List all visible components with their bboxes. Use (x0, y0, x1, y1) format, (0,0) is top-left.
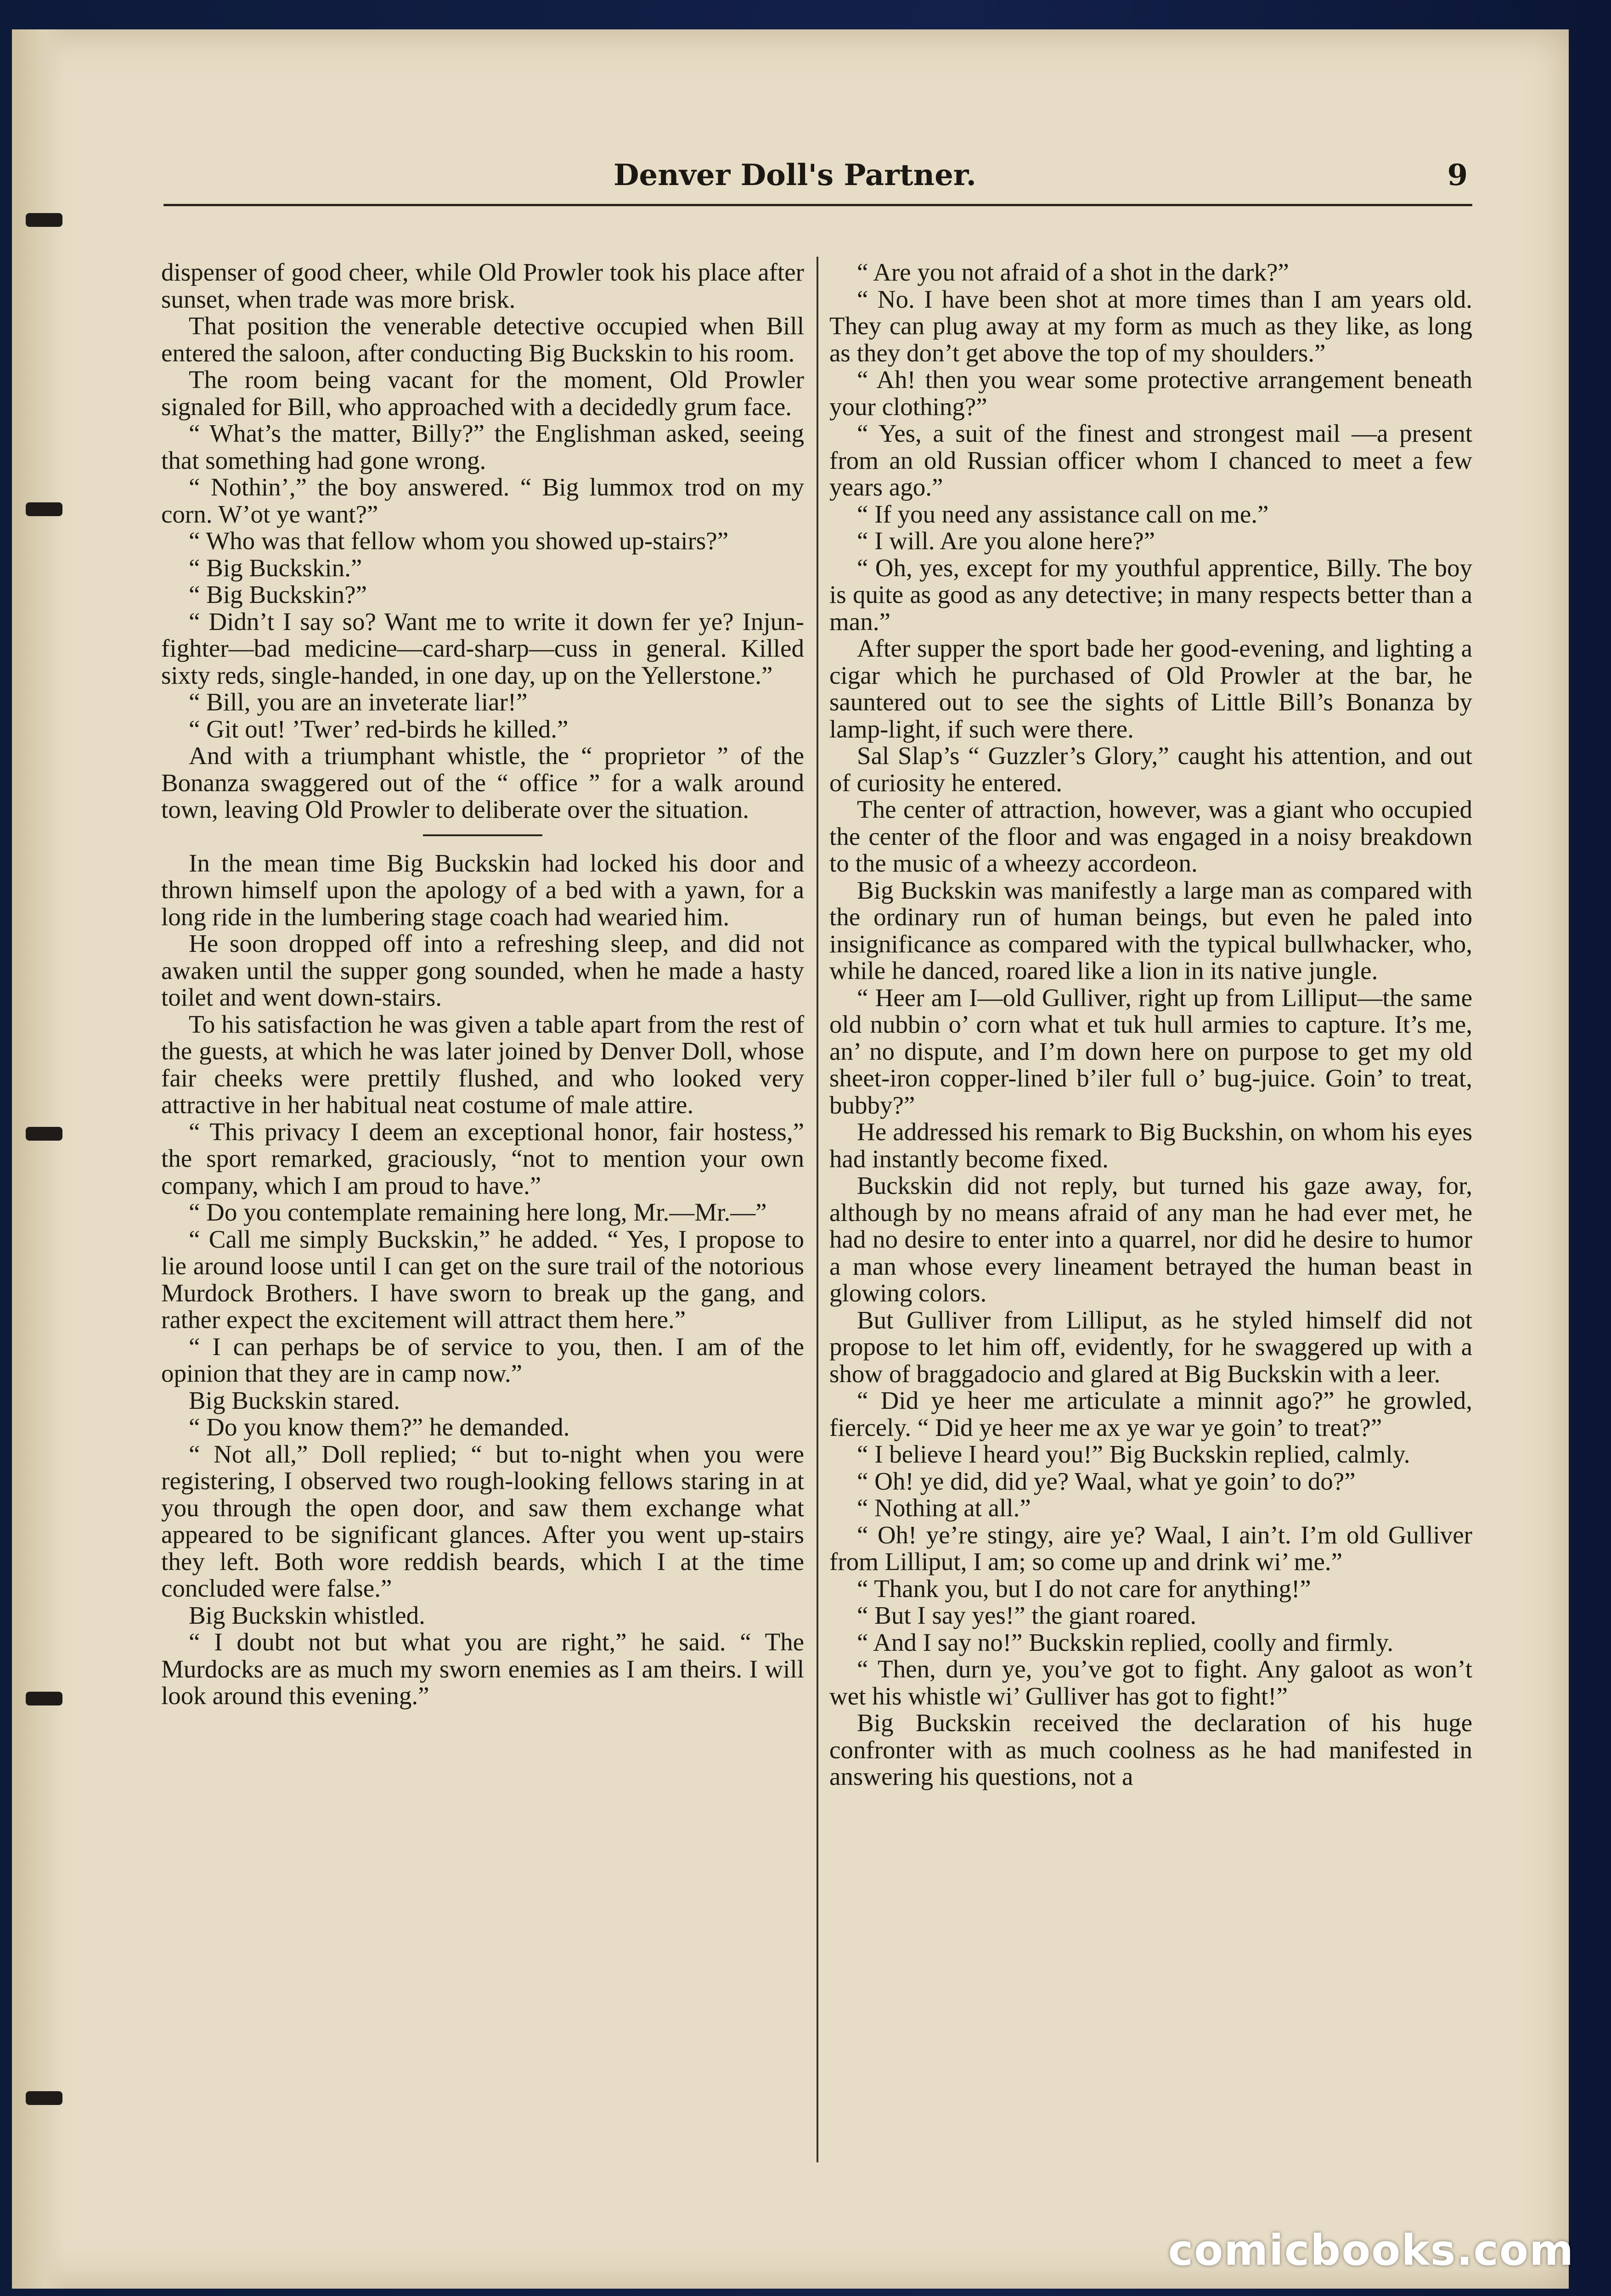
watermark: comicbooks.com (1168, 2226, 1574, 2275)
paragraph: “ What’s the matter, Billy?” the Englishman asked, seeing that something had gone wrong. (161, 419, 804, 474)
paragraph: “ I believe I heard you!” Big Buckskin replied, calmly. (857, 1440, 1410, 1468)
paragraph: “ I will. Are you alone here?” (857, 527, 1155, 555)
paragraph: The room being vacant for the moment, Old Prowler signaled for Bill, who approached with a decidedly grum face. (161, 366, 804, 421)
paragraph: “ Ah! then you wear some protective arrangement beneath your clothing?” (829, 366, 1472, 421)
paragraph: “ Did ye heer me articulate a minnit ago?” he growled, fiercely. “ Did ye heer me ax ye war ye goin’ to treat?” (829, 1386, 1472, 1441)
paragraph: “ Didn’t I say so? Want me to write it down fer ye? Injun-fighter—bad medicine—card-sharp—cuss in general. Killed sixty reds, single-handed, in one day, up on the Yellerstone.” (161, 607, 804, 689)
paragraph: And with a triumphant whistle, the “ proprietor ” of the Bonanza swaggered out of the “ office ” for a walk around town, leaving Old Prowler to deliberate over the situation. (161, 742, 804, 823)
paragraph: “ Yes, a suit of the finest and strongest mail —a present from an old Russian officer whom I chanced to meet a few years ago.” (829, 419, 1472, 501)
paragraph: “ I doubt not but what you are right,” he said. “ The Murdocks are as much my sworn enemies as I am theirs. I will look around this evening.” (161, 1628, 804, 1710)
paragraph: “ Oh! ye’re stingy, aire ye? Waal, I ain’t. I’m old Gulliver from Lilliput, I am; so come up and drink wi’ me.” (829, 1520, 1472, 1576)
paragraph: The center of attraction, however, was a giant who occupied the center of the floor and was engaged in a noisy breakdown to the music of a wheezy accordeon. (829, 795, 1472, 877)
paragraph: “ Oh! ye did, did ye? Waal, what ye goin’ to do?” (857, 1467, 1356, 1495)
paragraph: Sal Slap’s “ Guzzler’s Glory,” caught his attention, and out of curiosity he entered. (829, 742, 1472, 797)
page-spine (12, 29, 67, 2289)
page-header (163, 153, 1472, 206)
paragraph: “ Git out! ’Twer’ red-birds he killed.” (189, 715, 569, 743)
paragraph: In the mean time Big Buckskin had locked his door and thrown himself upon the apology of a bed with a yawn, for a long ride in the lumbering stage coach had wearied him. (161, 849, 804, 931)
paragraph: To his satisfaction he was given a table apart from the rest of the guests, at which he was later joined by Denver Doll, whose fair cheeks were prettily flushed, and who looked very attractive in her habitual neat costume of male attire. (161, 1010, 804, 1119)
paragraph: “ Heer am I—old Gulliver, right up from Lilliput—the same old nubbin o’ corn what et tuk hull armies to capture. It’s me, an’ no dispute, and I’m down here on purpose to get my old sheet-iron copper-lined b’iler full o’ bug-juice. Goin’ to treat, bubby?” (829, 983, 1472, 1119)
paragraph: “ And I say no!” Buckskin replied, coolly and firmly. (857, 1628, 1393, 1656)
paragraph: He addressed his remark to Big Buckshin, on whom his eyes had instantly become fixed. (829, 1118, 1472, 1173)
paragraph: That position the venerable detective occupied when Bill entered the saloon, after conducting Big Buckskin to his room. (161, 312, 804, 367)
staple-mark (26, 2091, 62, 2105)
paragraph: “ But I say yes!” the giant roared. (857, 1601, 1197, 1629)
paragraph: But Gulliver from Lilliput, as he styled himself did not propose to let him off, evidently, for he swaggered up with a show of braggadocio and glared at Big Buckskin with a leer. (829, 1306, 1472, 1388)
text-column-right (829, 259, 1472, 2211)
paragraph: “ Oh, yes, except for my youthful apprentice, Billy. The boy is quite as good as any detective; in many respects better than a man.” (829, 553, 1472, 636)
book-page (12, 29, 1569, 2289)
paragraph: After supper the sport bade her good-evening, and lighting a cigar which he purchased of Old Prowler at the bar, he sauntered out to see the sights of Little Bill’s Bonanza by lamp-light, if such were there. (829, 634, 1472, 743)
paragraph: “ Do you know them?” he demanded. (189, 1413, 570, 1441)
paragraph: “ Call me simply Buckskin,” he added. “ Yes, I propose to lie around loose until I can get on the sure trail of the notorious Murdock Brothers. I have sworn to break up the gang, and rather expect the excitement will attract them here.” (161, 1225, 804, 1334)
paragraph: “ Who was that fellow whom you showed up-stairs?” (189, 527, 729, 555)
paragraph: Big Buckskin was manifestly a large man as compared with the ordinary run of human beings, but even he paled into insignificance as compared with the typical bullwhacker, who, while he danced, roared like a lion in its native jungle. (829, 876, 1472, 985)
paragraph: Big Buckskin received the declaration of his huge confronter with as much coolness as he had manifested in answering his questions, not a (829, 1709, 1472, 1790)
paragraph: “ Nothing at all.” (857, 1494, 1031, 1522)
paragraph: “ If you need any assistance call on me.” (857, 500, 1269, 528)
paragraph: “ Nothin’,” the boy answered. “ Big lummox trod on my corn. W’ot ye want?” (161, 473, 804, 528)
paragraph: Big Buckskin stared. (189, 1386, 400, 1414)
paragraph: “ Then, durn ye, you’ve got to fight. Any galoot as won’t wet his whistle wi’ Gulliver has got to fight!” (829, 1655, 1472, 1710)
staple-mark (26, 502, 62, 516)
paragraph: “ I can perhaps be of service to you, then. I am of the opinion that they are in camp now.” (161, 1332, 804, 1387)
paragraph: “ Big Buckskin?” (189, 580, 367, 608)
page-number: 9 (1447, 158, 1468, 192)
paragraph: “ Not all,” Doll replied; “ but to-night when you were registering, I observed two rough-looking fellows staring in at you through the open door, and saw them exchange what appeared to be significant glances. After you went up-stairs they left. Both wore reddish beards, which I at the time concluded were false.” (161, 1440, 804, 1602)
paragraph: “ No. I have been shot at more times than I am years old. They can plug away at my form as much as they like, as long as they don’t get above the top of my shoulders.” (829, 285, 1472, 367)
paragraph: Big Buckskin whistled. (189, 1601, 425, 1629)
section-rule (423, 834, 542, 836)
text-column-left (161, 259, 804, 2211)
paragraph: “ This privacy I deem an exceptional honor, fair hostess,” the sport remarked, graciously, “not to mention your own company, which I am proud to have.” (161, 1117, 804, 1199)
paragraph: “ Bill, you are an inveterate liar!” (189, 688, 528, 716)
column-divider (817, 257, 818, 2162)
paragraph: “ Thank you, but I do not care for anything!” (857, 1574, 1311, 1603)
paragraph: “ Big Buckskin.” (189, 553, 362, 582)
paragraph: “ Are you not afraid of a shot in the dark?” (857, 259, 1289, 286)
paragraph: He soon dropped off into a refreshing sleep, and did not awaken until the supper gong sounded, when he made a hasty toilet and went down-stairs. (161, 929, 804, 1011)
paragraph: dispenser of good cheer, while Old Prowler took his place after sunset, when trade was more brisk. (161, 259, 804, 313)
running-title: Denver Doll's Partner. (614, 158, 976, 192)
paragraph: “ Do you contemplate remaining here long, Mr.—Mr.—” (189, 1198, 767, 1226)
staple-mark (26, 1692, 62, 1705)
staple-mark (26, 213, 62, 227)
paragraph: Buckskin did not reply, but turned his gaze away, for, although by no means afraid of any man he had ever met, he had no desire to enter into a quarrel, nor did he desire to humor a man whose every lineament betrayed the human beast in glowing colors. (829, 1171, 1472, 1307)
staple-mark (26, 1127, 62, 1141)
